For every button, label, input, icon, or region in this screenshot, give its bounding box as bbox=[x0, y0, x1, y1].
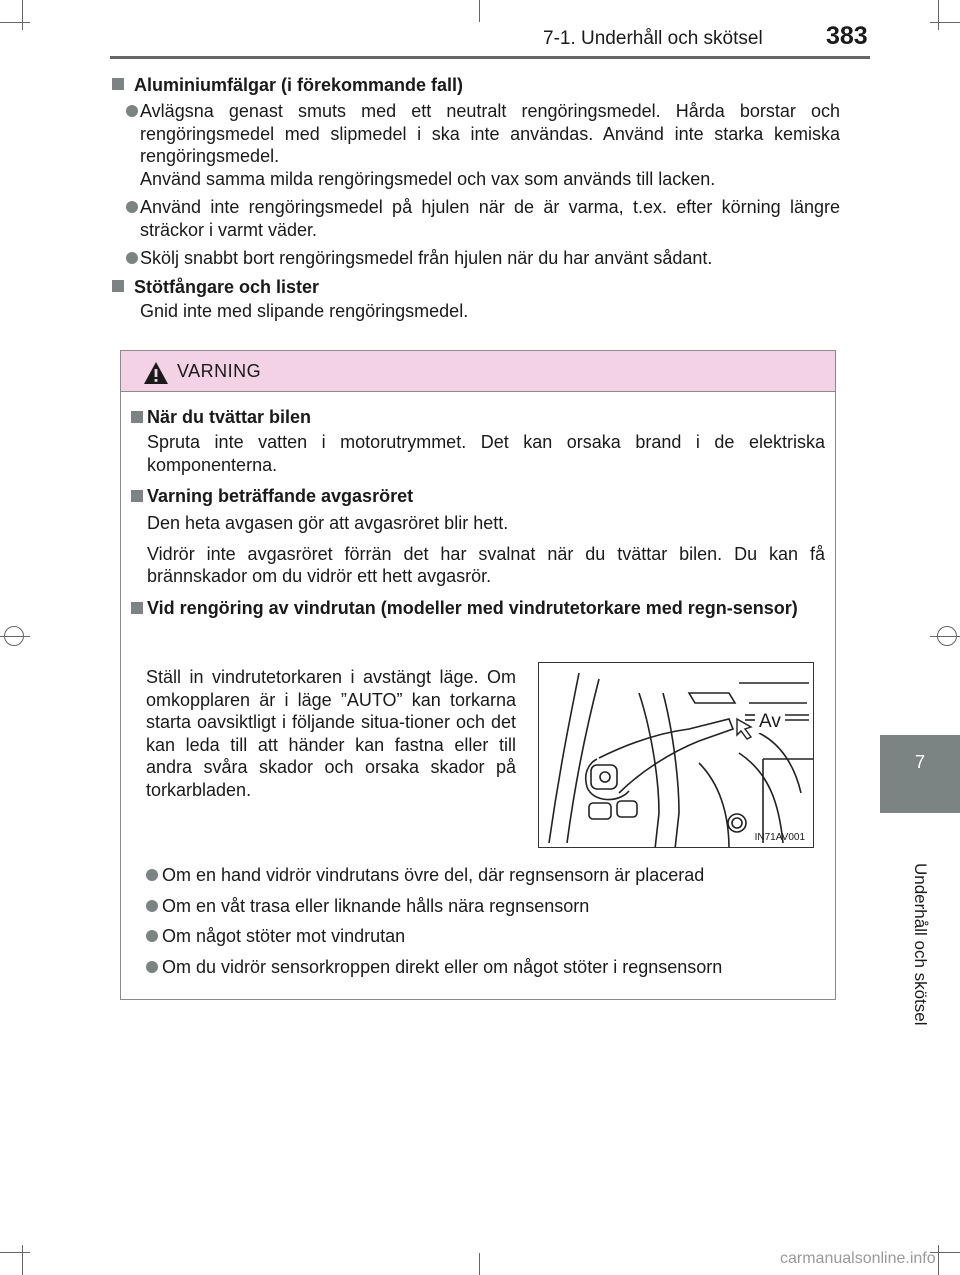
round-bullet-icon bbox=[146, 961, 158, 973]
list-item: Om en våt trasa eller liknande hålls nära regnsensorn bbox=[130, 895, 824, 918]
warning-item-heading: Vid rengöring av vindrutan (modeller med vindrutetorkare med regn-sensor) bbox=[131, 596, 825, 620]
crop-mark bbox=[22, 0, 23, 30]
square-bullet-icon bbox=[112, 280, 124, 292]
warning-paragraph: Vidrör inte avgasröret förrän det har svalnat när du tvättar bilen. Du kan få brännskador om du vidrör ett hett avgasrör. bbox=[147, 543, 825, 586]
warning-body bbox=[131, 405, 825, 620]
wiper-switch-illustration bbox=[538, 662, 814, 848]
header-section-title: 7-1. Underhåll och skötsel bbox=[543, 28, 763, 49]
square-bullet-icon bbox=[131, 490, 143, 502]
chapter-tab bbox=[880, 735, 960, 813]
warning-paragraph: Den heta avgasen gör att avgasröret blir hett. bbox=[147, 513, 509, 533]
warning-title: VARNING bbox=[177, 361, 262, 381]
list-item: Om du vidrör sensorkroppen direkt eller om något stöter i regnsensorn bbox=[130, 956, 824, 979]
crop-mark bbox=[0, 1252, 30, 1253]
round-bullet-icon bbox=[126, 201, 138, 213]
crop-mark bbox=[479, 0, 480, 22]
list-item: Skölj snabbt bort rengöringsmedel från hjulen när du har använt sådant. bbox=[112, 247, 840, 270]
list-item: Om en hand vidrör vindrutans övre del, där regnsensorn är placerad bbox=[130, 864, 824, 887]
page-number: 383 bbox=[826, 22, 868, 50]
round-bullet-icon bbox=[146, 930, 158, 942]
figure-caption-text: Ställ in vindrutetorkaren i avstängt läge. Om omkopplaren är i läge ”AUTO” kan torkarna starta oavsiktligt i följande situa-tioner och det kan leda till att händer kan fastna eller till andra svåra skador och orsaka skador på torkarbladen. bbox=[146, 667, 516, 800]
round-bullet-icon bbox=[126, 105, 138, 117]
crop-mark bbox=[930, 22, 960, 23]
warning-item-heading: När du tvättar bilen bbox=[131, 405, 825, 429]
crop-mark bbox=[0, 22, 30, 23]
round-bullet-icon bbox=[146, 900, 158, 912]
square-bullet-icon bbox=[131, 602, 143, 614]
registration-mark bbox=[937, 626, 957, 646]
section-heading-wheels: Aluminiumfälgar (i förekommande fall) bbox=[112, 72, 840, 98]
list-item: Avlägsna genast smuts med ett neutralt rengöringsmedel. Hårda borstar och rengöringsmedel med slipmedel i ska inte användas. Använd inte starka kemiska rengöringsmedel. Använd samma milda rengöringsmedel och vax som används till lacken. bbox=[112, 100, 840, 190]
main-content bbox=[112, 72, 840, 322]
warning-paragraph: Spruta inte vatten i motorutrymmet. Det kan orsaka brand i de elektriska komponenterna. bbox=[147, 432, 825, 475]
header-rule bbox=[110, 56, 870, 59]
round-bullet-icon bbox=[146, 869, 158, 881]
watermark: carmanualsonline.info bbox=[780, 1250, 936, 1267]
square-bullet-icon bbox=[112, 78, 124, 90]
round-bullet-icon bbox=[126, 252, 138, 264]
chapter-label: Underhåll och skötsel bbox=[911, 863, 930, 1026]
list-item: Använd inte rengöringsmedel på hjulen när de är varma, t.ex. efter körning längre sträckor i varmt väder. bbox=[112, 196, 840, 241]
chapter-number: 7 bbox=[914, 752, 925, 772]
body-text: Gnid inte med slipande rengöringsmedel. bbox=[140, 300, 469, 321]
crop-mark bbox=[938, 0, 939, 30]
list-item: Om något stöter mot vindrutan bbox=[130, 925, 824, 948]
warning-header bbox=[121, 351, 835, 392]
figure-label-off: Av bbox=[759, 711, 781, 732]
warning-item-heading: Varning beträffande avgasröret bbox=[131, 484, 825, 508]
figure-code: IN71AV001 bbox=[754, 832, 805, 843]
crop-mark bbox=[22, 1245, 23, 1275]
crop-mark bbox=[479, 1253, 480, 1275]
square-bullet-icon bbox=[131, 411, 143, 423]
steering-wheel-lever-drawing bbox=[539, 663, 814, 848]
section-heading-bumpers: Stötfångare och lister bbox=[112, 274, 840, 300]
crop-mark bbox=[938, 1245, 939, 1275]
registration-mark bbox=[4, 626, 24, 646]
warning-triangle-icon bbox=[143, 361, 169, 385]
warning-bullet-list bbox=[130, 864, 824, 978]
